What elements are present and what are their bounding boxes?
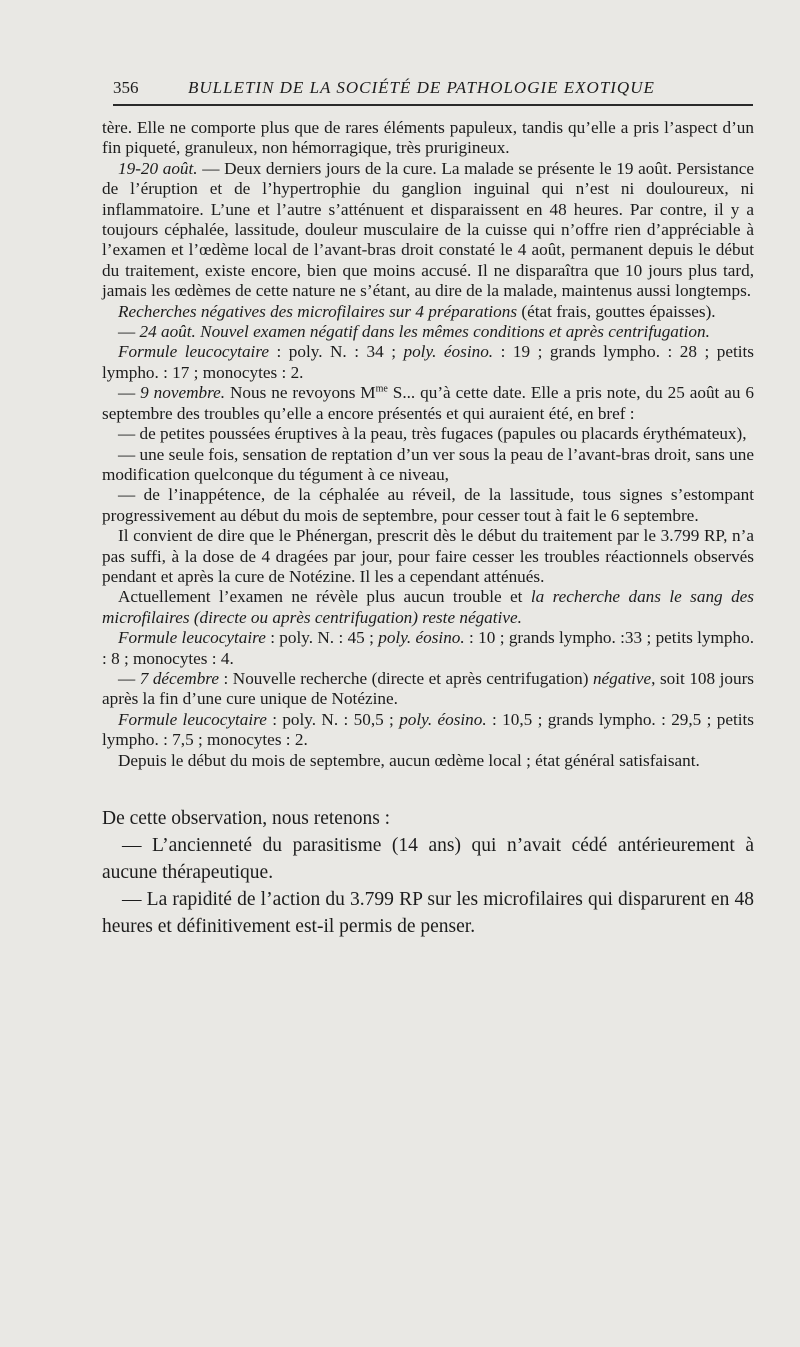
italic-text: 24 août. Nouvel examen négatif dans les mêmes conditions et après centrifugation. xyxy=(139,322,710,342)
paragraph xyxy=(102,886,754,940)
text-run: , soit 108 jours après la fin d’une cure unique de Notézine. xyxy=(102,668,754,709)
italic-text: 7 décembre xyxy=(139,668,219,688)
text-run: De cette observation, nous retenons : xyxy=(102,808,391,829)
paragraph xyxy=(102,383,754,424)
journal-title: BULLETIN DE LA SOCIÉTÉ DE PATHOLOGIE EXOTIQUE xyxy=(188,78,655,97)
italic-text: poly. éosino. xyxy=(399,709,487,729)
text-run: Il convient de dire que le Phénergan, prescrit dès le début du traitement par le 3.799 RP, n’a pas suffi, à la dose de 4 dragées par jour, pour faire cesser les troubles réactionnels observés pendant et après la cure de Notézine. Il les a cependant atténués. xyxy=(102,526,754,586)
italic-text: Formule leucocytaire xyxy=(118,342,269,362)
paragraph xyxy=(102,302,754,322)
paragraph xyxy=(102,669,754,710)
italic-text: négative xyxy=(592,668,652,688)
paragraph xyxy=(102,832,754,886)
paragraph xyxy=(102,805,754,832)
paragraph xyxy=(102,485,754,526)
italic-text: poly. éosino. xyxy=(378,628,465,648)
text-run: Depuis le début du mois de septembre, aucun œdème local ; état général satisfaisant. xyxy=(118,750,700,770)
text-run: — xyxy=(118,668,140,688)
running-header xyxy=(113,76,753,102)
paragraph xyxy=(102,445,754,486)
paragraph xyxy=(102,710,754,751)
italic-text: la recherche dans le sang des microfilaires (directe ou après centrifugation) reste négative. xyxy=(102,587,754,627)
paragraph xyxy=(102,587,754,628)
text-run: : 10,5 ; grands lympho. : 29,5 ; petits lympho. : 7,5 ; monocytes : 2. xyxy=(102,709,754,750)
observation-section xyxy=(102,118,754,771)
italic-text: 19-20 août. xyxy=(118,158,198,178)
text-run: — xyxy=(118,322,140,342)
paragraph xyxy=(102,526,754,587)
text-run: — une seule fois, sensation de reptation d’un ver sous la peau de l’avant-bras droit, sans une modification quelconque du tégument à ce niveau, xyxy=(102,444,754,484)
header-rule xyxy=(113,104,753,106)
paragraph xyxy=(102,424,754,444)
text-run: — de l’inappétence, de la céphalée au réveil, de la lassitude, tous signes s’estompant progressivement au début du mois de septembre, pour cesser tout à fait le 6 septembre. xyxy=(102,485,754,525)
conclusion-section xyxy=(102,805,754,940)
paragraph xyxy=(102,118,754,159)
text-run: : poly. N. : 50,5 ; xyxy=(266,709,400,729)
italic-text: poly. éosino. xyxy=(403,342,494,362)
italic-text: Formule leucocytaire xyxy=(118,709,267,729)
text-run: — de petites poussées éruptives à la peau, très fugaces (papules ou placards érythémateux), xyxy=(118,424,747,444)
text-run: tère. Elle ne comporte plus que de rares éléments papuleux, tandis qu’elle a pris l’aspect d’un fin piqueté, granuleux, non hémorragique, très prurigineux. xyxy=(102,118,754,158)
text-run: — xyxy=(118,383,141,403)
italic-text: 9 novembre. xyxy=(140,383,226,403)
text-run: : poly. N. : 34 ; xyxy=(269,342,404,362)
text-run: — L’ancienneté du parasitisme (14 ans) qui n’avait cédé antérieurement à aucune thérapeutique. xyxy=(102,835,754,883)
text-run: Actuellement l’examen ne révèle plus aucun trouble et xyxy=(118,587,531,607)
text-run: : Nouvelle recherche (directe et après centrifugation) xyxy=(218,668,593,688)
paragraph xyxy=(102,751,754,771)
article-body xyxy=(102,118,754,940)
text-run: : 10 ; grands lympho. :33 ; petits lympho. : 8 ; monocytes : 4. xyxy=(102,628,754,668)
superscript: me xyxy=(375,383,388,395)
paragraph xyxy=(102,159,754,302)
italic-text: Formule leucocytaire xyxy=(118,628,266,648)
text-run: : 19 ; grands lympho. : 28 ; petits lympho. : 17 ; monocytes : 2. xyxy=(102,342,754,382)
paragraph xyxy=(102,628,754,669)
text-run: : poly. N. : 45 ; xyxy=(265,628,379,648)
text-run: (état frais, gouttes épaisses). xyxy=(517,301,716,321)
page-number: 356 xyxy=(113,78,139,97)
text-run: — La rapidité de l’action du 3.799 RP sur les microfilaires qui disparurent en 48 heures et définitivement est-il permis de penser. xyxy=(102,889,754,937)
text-run: — Deux derniers jours de la cure. La malade se présente le 19 août. Persistance de l’éruption et de l’hypertrophie du ganglion inguinal qui n’est ni douloureux, ni inflammatoire. L’une et l’autre s’atténuent et disparaissent en 48 heures. Par contre, il y a toujours céphalée, lassitude, douleur musculaire de la cuisse qui n’offre rien d’appréciable à l’examen et l’œdème local de l’avant-bras droit constaté le 4 août, permanent depuis le début du traitement, existe encore, bien que moins accusé. Il ne disparaîtra que 10 jours plus tard, jamais les œdèmes de cette nature ne s’étant, au dire de la malade, maintenus aussi longtemps. xyxy=(102,158,754,301)
text-run: S... qu’à cette date. Elle a pris note, du 25 août au 6 septembre des troubles qu’elle a encore présentés et qui auraient été, en bref : xyxy=(102,383,755,423)
text-run: Nous ne revoyons M xyxy=(225,383,376,403)
italic-text: Recherches négatives des microfilaires sur 4 préparations xyxy=(118,301,518,321)
paragraph xyxy=(102,342,754,383)
paragraph xyxy=(102,322,754,342)
